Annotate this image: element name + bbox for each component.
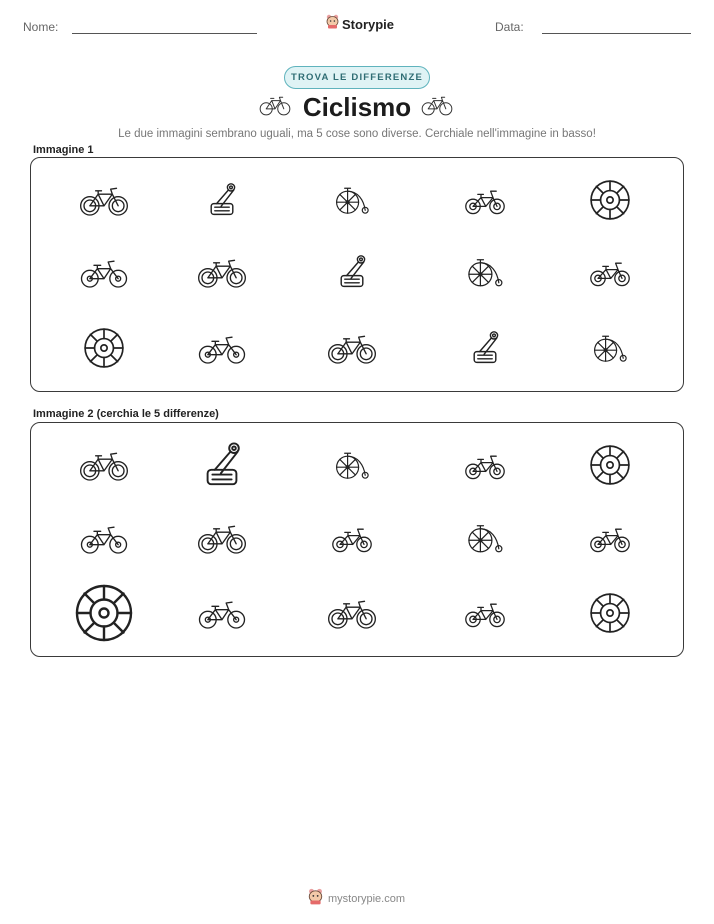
mountain-bike-icon[interactable] xyxy=(79,448,129,482)
panel-2-label: Immagine 2 (cerchia le 5 differenze) xyxy=(33,408,219,420)
footer xyxy=(308,888,405,910)
tire-icon[interactable] xyxy=(74,583,134,643)
brand-logo xyxy=(326,14,394,34)
penny-farthing-icon xyxy=(588,325,632,371)
storypie-mascot-icon xyxy=(326,14,339,34)
bmx-bike-icon[interactable] xyxy=(197,593,247,633)
penny-farthing-icon[interactable] xyxy=(330,442,374,488)
kids-bike-icon[interactable] xyxy=(461,594,509,632)
panel-1-label: Immagine 1 xyxy=(33,144,94,156)
mountain-bike-icon[interactable] xyxy=(197,521,247,555)
tire-icon[interactable] xyxy=(589,592,631,634)
pedal-icon[interactable] xyxy=(198,434,246,496)
footer-url: mystorypie.com xyxy=(328,893,406,905)
penny-farthing-icon xyxy=(330,177,374,223)
activity-badge: TROVA LE DIFFERENZE xyxy=(284,66,430,89)
bmx-bike-icon[interactable] xyxy=(79,518,129,558)
kids-bike-icon[interactable] xyxy=(461,447,509,483)
kids-bike-icon xyxy=(586,253,634,291)
pedal-icon xyxy=(334,249,370,295)
name-field-line[interactable] xyxy=(72,33,257,34)
mountain-bike-icon xyxy=(327,331,377,365)
bmx-bike-icon xyxy=(79,252,129,292)
brand-name: Storypie xyxy=(342,16,395,32)
title-bike-right-icon xyxy=(420,94,454,121)
name-label: Nome: xyxy=(23,20,59,34)
instructions: Le due immagini sembrano uguali, ma 5 cose sono diverse. Cerchiale nell'immagine in basso! xyxy=(118,128,596,140)
tire-icon xyxy=(83,327,125,369)
tire-icon xyxy=(589,179,631,221)
penny-farthing-icon[interactable] xyxy=(462,515,508,561)
pedal-icon xyxy=(204,177,240,223)
date-label: Data: xyxy=(495,20,524,34)
mountain-bike-icon xyxy=(197,255,247,289)
pedal-icon xyxy=(467,325,503,371)
penny-farthing-icon xyxy=(462,249,508,295)
mountain-bike-icon xyxy=(79,183,129,217)
kids-bike-icon xyxy=(461,182,509,218)
storypie-mascot-icon xyxy=(308,888,323,910)
page-title: Ciclismo xyxy=(302,92,412,122)
tire-icon[interactable] xyxy=(589,444,631,486)
date-field-line[interactable] xyxy=(542,33,691,34)
mountain-bike-icon[interactable] xyxy=(327,596,377,630)
kids-bike-icon[interactable] xyxy=(586,519,634,557)
bmx-bike-icon xyxy=(197,328,247,368)
kids-bike-icon[interactable] xyxy=(328,519,376,557)
